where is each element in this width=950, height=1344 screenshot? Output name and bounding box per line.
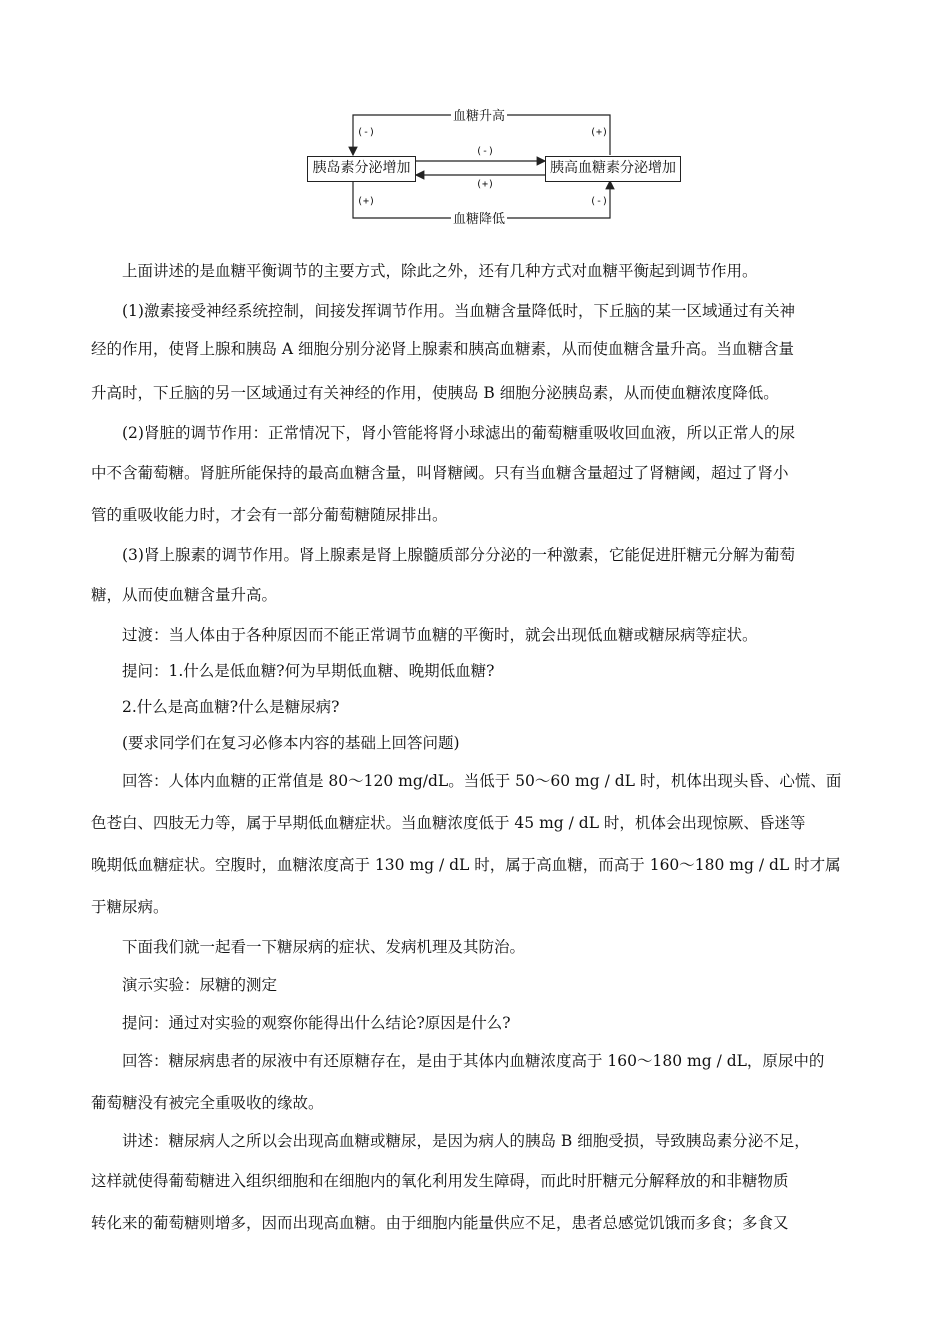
text-line: 上面讲述的是血糖平衡调节的主要方式，除此之外，还有几种方式对血糖平衡起到调节作用。: [122, 262, 758, 280]
text-line: 于糖尿病。: [91, 898, 169, 916]
text-line: (2)肾脏的调节作用：正常情况下，肾小管能将肾小球滤出的葡萄糖重吸收回血液，所以正常人的尿: [122, 424, 795, 442]
text-line: (要求同学们在复习必修本内容的基础上回答问题): [122, 734, 460, 752]
glucose-rise-label: 血糖升高: [451, 105, 507, 124]
insulin-box: 胰岛素分泌增加: [307, 156, 416, 182]
text-line: 2.什么是高血糖?什么是糖尿病?: [122, 698, 340, 716]
text-line: 升高时，下丘脑的另一区域通过有关神经的作用，使胰岛 B 细胞分泌胰岛素，从而使血糖浓度降低。: [91, 384, 779, 402]
glucose-drop-label: 血糖降低: [451, 208, 507, 227]
text-line: 提问：通过对实验的观察你能得出什么结论?原因是什么?: [122, 1014, 511, 1032]
text-line: 中不含葡萄糖。肾脏所能保持的最高血糖含量，叫肾糖阈。只有当血糖含量超过了肾糖阈，超过了肾小: [91, 464, 789, 482]
feedback-diagram: [0, 0, 950, 240]
text-line: 这样就使得葡萄糖进入组织细胞和在细胞内的氧化利用发生障碍，而此时肝糖元分解释放的和非糖物质: [91, 1172, 789, 1190]
text-line: 色苍白、四肢无力等，属于早期低血糖症状。当血糖浓度低于 45 mg / dL 时，机体会出现惊厥、昏迷等: [91, 814, 806, 832]
text-line: (3)肾上腺素的调节作用。肾上腺素是肾上腺髓质部分分泌的一种激素，它能促进肝糖元分解为葡萄: [122, 546, 795, 564]
sign-bottom-left: (+): [357, 196, 376, 207]
text-line: 糖，从而使血糖含量升高。: [91, 586, 278, 604]
glucagon-box: 胰高血糖素分泌增加: [545, 156, 681, 182]
sign-top-right: (+): [590, 127, 609, 138]
text-line: 讲述：糖尿病人之所以会出现高血糖或糖尿，是因为病人的胰岛 B 细胞受损，导致胰岛素分泌不足，: [122, 1132, 810, 1150]
sign-middle-top: (-): [476, 146, 495, 157]
text-line: 经的作用，使肾上腺和胰岛 A 细胞分别分泌肾上腺素和胰高血糖素，从而使血糖含量升高。当血糖含量: [91, 340, 795, 358]
text-line: 回答：人体内血糖的正常值是 80～120 mg/dL。当低于 50～60 mg / dL 时，机体出现头昏、心慌、面: [122, 772, 842, 790]
text-line: 葡萄糖没有被完全重吸收的缘故。: [91, 1094, 324, 1112]
sign-bottom-right: (-): [590, 196, 609, 207]
text-line: 提问：1.什么是低血糖?何为早期低血糖、晚期低血糖?: [122, 662, 495, 680]
text-line: (1)激素接受神经系统控制，间接发挥调节作用。当血糖含量降低时，下丘脑的某一区域通过有关神: [122, 302, 795, 320]
text-line: 转化来的葡萄糖则增多，因而出现高血糖。由于细胞内能量供应不足，患者总感觉饥饿而多食；多食又: [91, 1214, 789, 1232]
text-line: 晚期低血糖症状。空腹时，血糖浓度高于 130 mg / dL 时，属于高血糖，而高于 160～180 mg / dL 时才属: [91, 856, 841, 874]
text-line: 演示实验：尿糖的测定: [122, 976, 278, 994]
sign-top-left: (-): [357, 127, 376, 138]
sign-middle-bottom: (+): [476, 179, 495, 190]
text-line: 过渡：当人体由于各种原因而不能正常调节血糖的平衡时，就会出现低血糖或糖尿病等症状。: [122, 626, 758, 644]
text-line: 下面我们就一起看一下糖尿病的症状、发病机理及其防治。: [122, 938, 526, 956]
text-line: 回答：糖尿病患者的尿液中有还原糖存在，是由于其体内血糖浓度高于 160～180 mg / dL，原尿中的: [122, 1052, 825, 1070]
text-line: 管的重吸收能力时，才会有一部分葡萄糖随尿排出。: [91, 506, 448, 524]
